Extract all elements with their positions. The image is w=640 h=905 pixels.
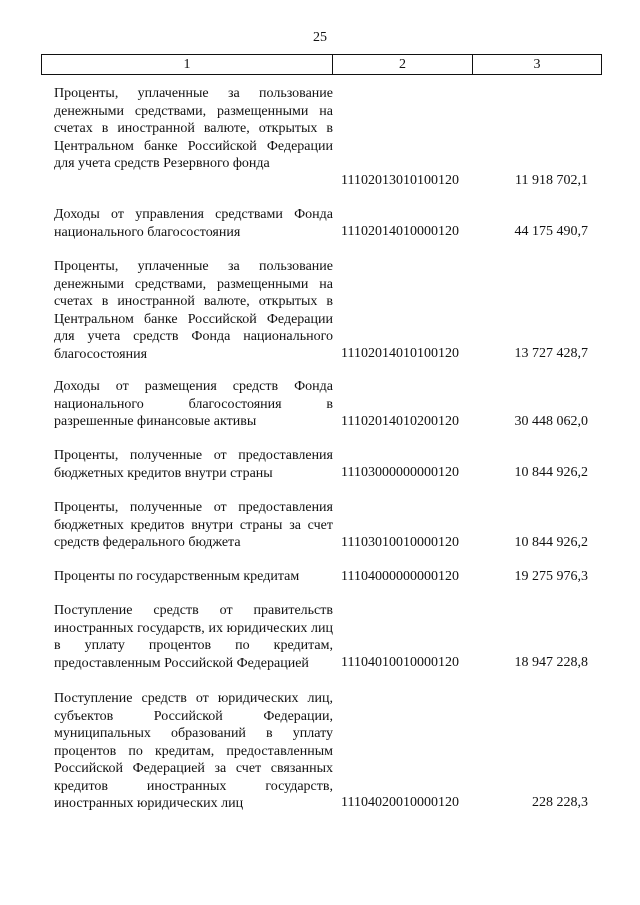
row-amount: 13 727 428,7 — [514, 346, 588, 361]
row-code: 11102013010100120 — [341, 173, 459, 188]
row-amount: 10 844 926,2 — [514, 465, 588, 480]
column-header-3: 3 — [473, 55, 602, 75]
row-code: 11104020010000120 — [341, 795, 459, 810]
row-code: 11104000000000120 — [341, 569, 459, 584]
row-code: 11104010010000120 — [341, 655, 459, 670]
row-description: Проценты, полученные от предоставления бюджетных кредитов внутри страны — [54, 448, 333, 481]
row-description: Проценты, уплаченные за пользование денежными средствами, размещенными на счетах в иностранной валюте, открытых в Центральном банке Российской Федерации для учета средств Фонда национального благосостояния — [54, 259, 333, 362]
row-description: Поступление средств от юридических лиц, субъектов Российской Федерации, муниципальных образований в уплату процентов по кредитам, предоставленным Российской Федерацией за счет связанных кредитов иностранных государств, иностранных юридических лиц — [54, 691, 333, 811]
row-amount: 19 275 976,3 — [514, 569, 588, 584]
row-amount: 44 175 490,7 — [514, 224, 588, 239]
row-amount: 228 228,3 — [532, 795, 588, 810]
row-code: 11102014010200120 — [341, 414, 459, 429]
row-description: Доходы от управления средствами Фонда национального благосостояния — [54, 207, 333, 240]
row-code: 11102014010000120 — [341, 224, 459, 239]
row-code: 11103010010000120 — [341, 535, 459, 550]
row-description: Проценты по государственным кредитам — [54, 569, 300, 584]
row-description: Поступление средств от правительств иностранных государств, их юридических лиц в уплату процентов по кредитам, предоставленным Российской Федерацией — [54, 603, 333, 671]
row-amount: 30 448 062,0 — [514, 414, 588, 429]
row-code: 11103000000000120 — [341, 465, 459, 480]
row-amount: 18 947 228,8 — [514, 655, 588, 670]
row-description: Проценты, уплаченные за пользование денежными средствами, размещенными на счетах в иностранной валюте, открытых в Центральном банке Российской Федерации для учета средств Резервного фонда — [54, 86, 333, 171]
row-amount: 11 918 702,1 — [515, 173, 588, 188]
row-description: Доходы от размещения средств Фонда национального благосостояния в разрешенные финансовые активы — [54, 379, 333, 429]
page-number: 25 — [313, 30, 327, 45]
column-header-1: 1 — [42, 55, 333, 75]
row-description: Проценты, полученные от предоставления бюджетных кредитов внутри страны за счет средств федерального бюджета — [54, 500, 333, 550]
row-amount: 10 844 926,2 — [514, 535, 588, 550]
column-header-2: 2 — [333, 55, 473, 75]
row-code: 11102014010100120 — [341, 346, 459, 361]
